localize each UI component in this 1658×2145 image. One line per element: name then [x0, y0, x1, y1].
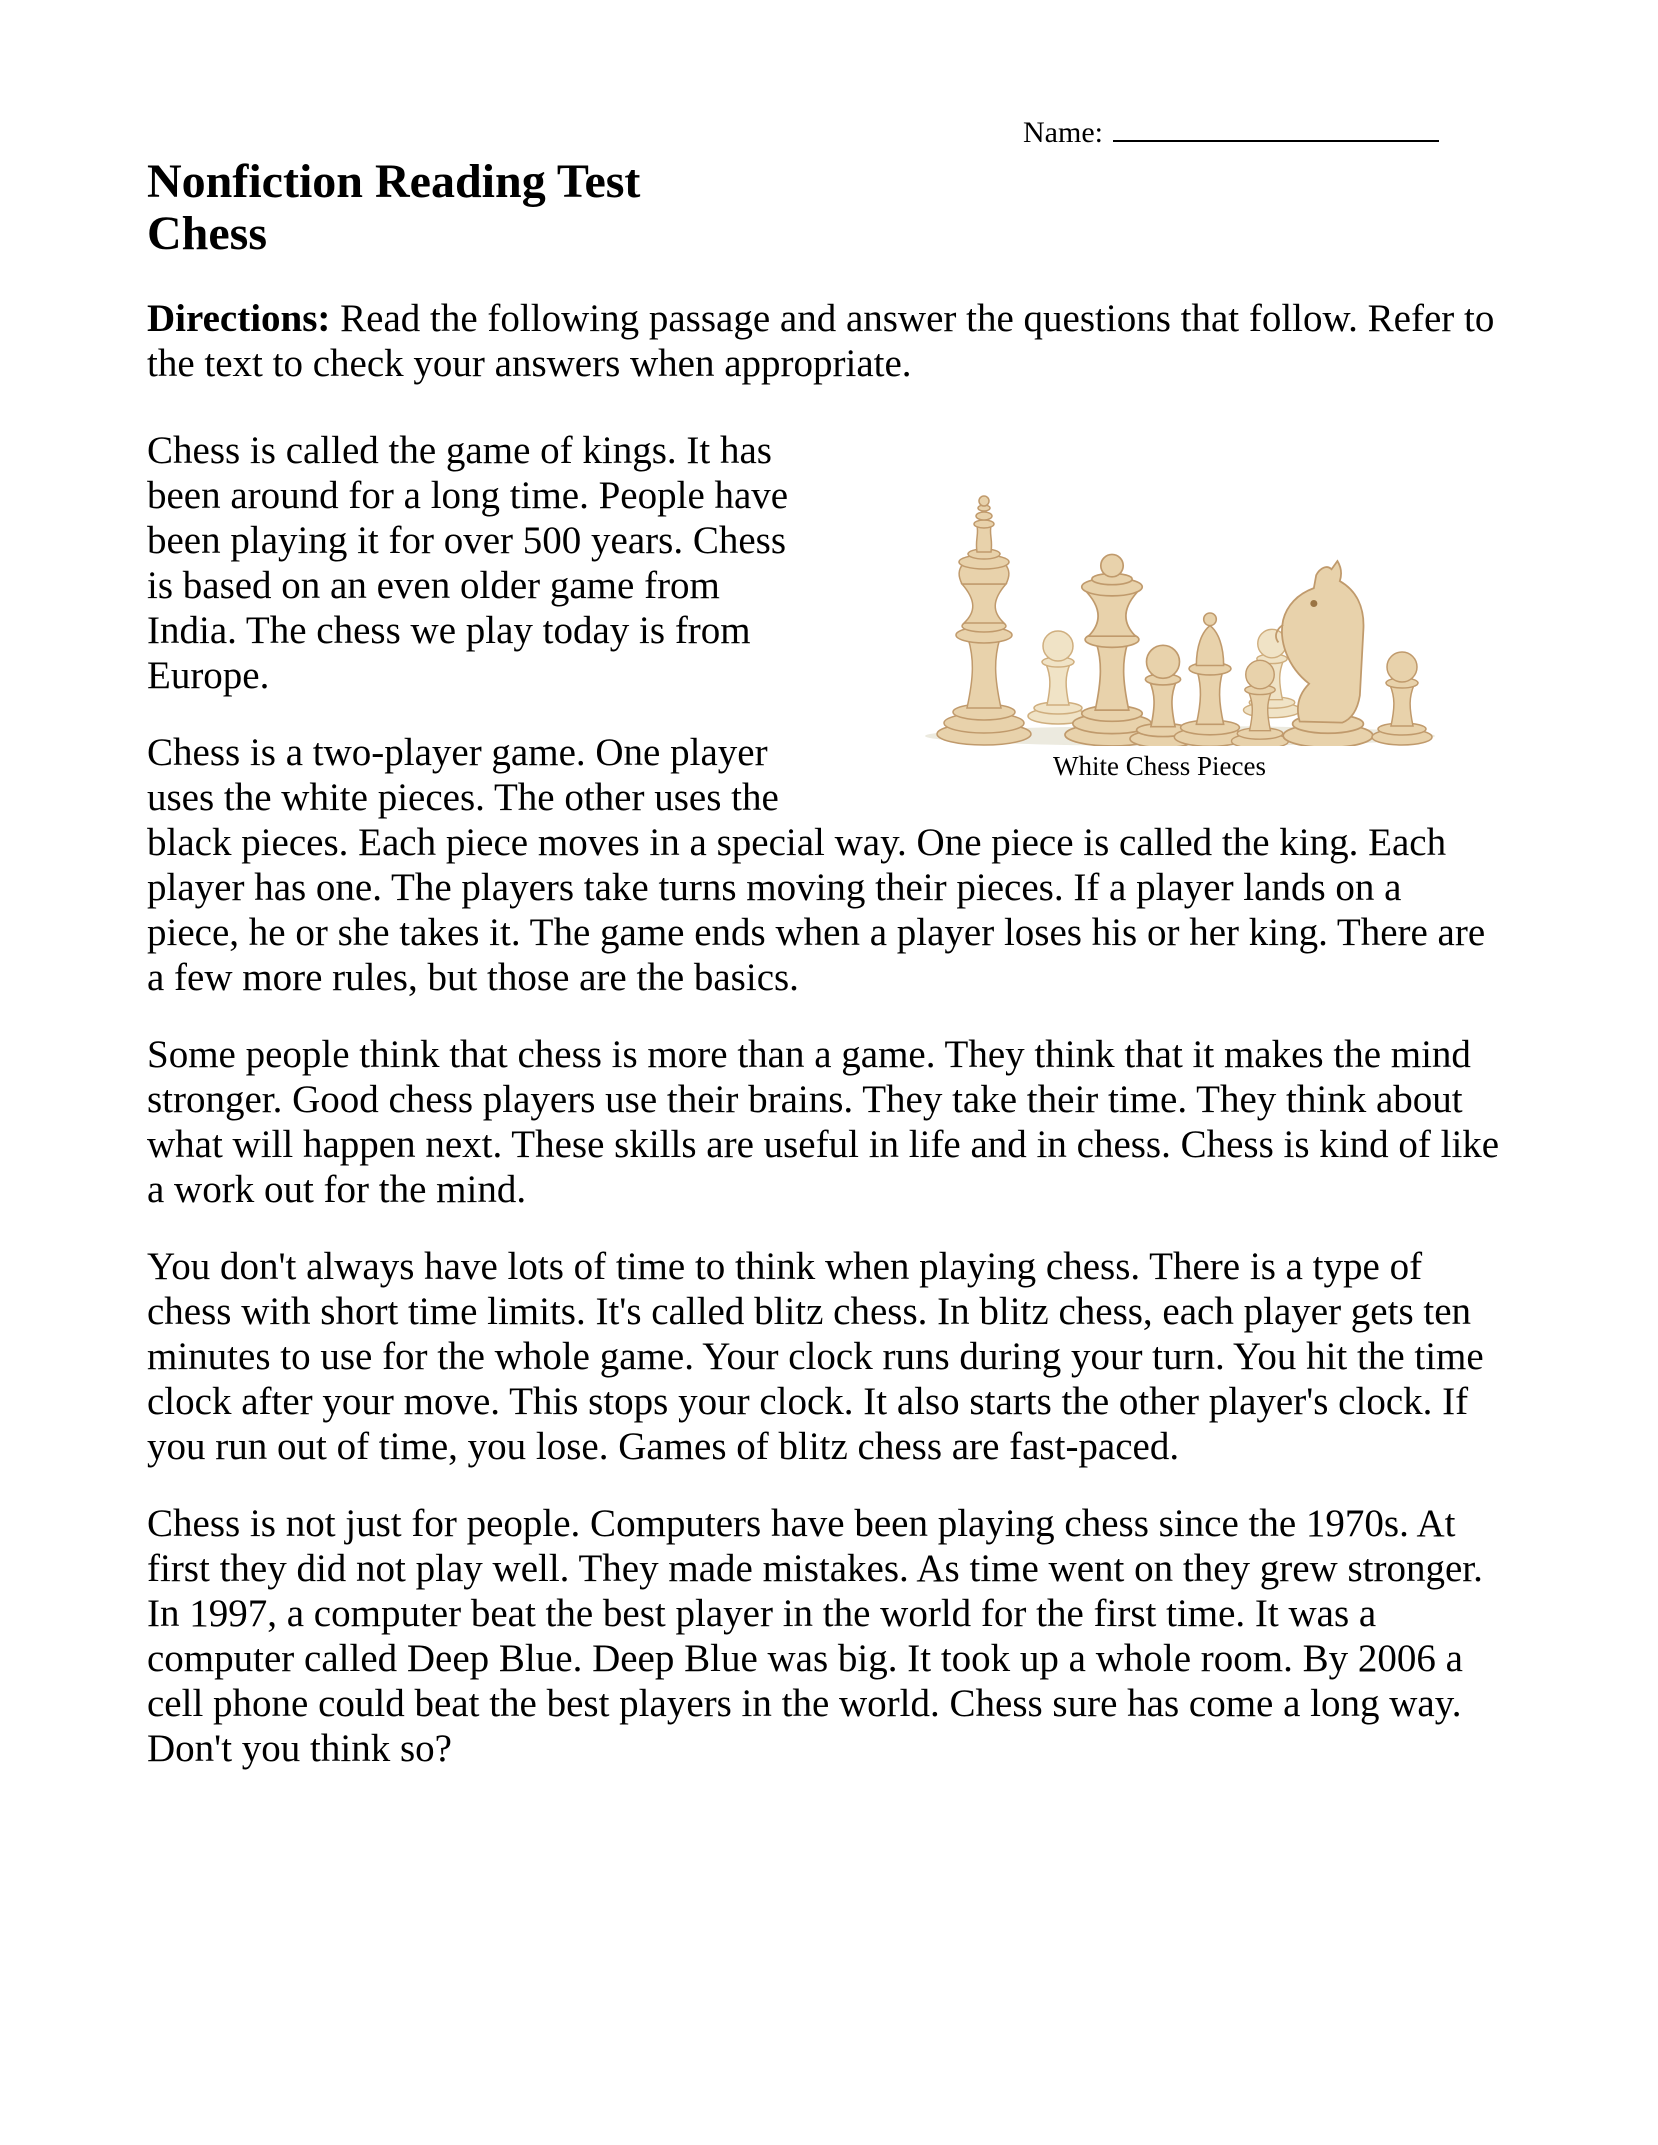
passage-paragraph-5: Chess is not just for people. Computers have been playing chess since the 1970s. At first they did not play well. They made mistakes. As time went on they grew stronger. In 1997, a computer beat the best player in the world for the first time. It was a computer called Deep Blue. Deep Blue was big. It took up a whole room. By 2006 a cell phone could beat the best players in the world. Chess sure has come a long way. Don't you think so?	[147, 1502, 1483, 1770]
reading-passage	[147, 428, 1502, 1771]
name-label: Name:	[1023, 116, 1103, 149]
passage-paragraph-4: You don't always have lots of time to think when playing chess. There is a type of chess with short time limits. It's called blitz chess. In blitz chess, each player gets ten minutes to use for the whole game. Your clock runs during your turn. You hit the time clock after your move. This stops your clock. It also starts the other player's clock. If you run out of time, you lose. Games of blitz chess are fast-paced.	[147, 1245, 1484, 1468]
knight-piece	[1275, 561, 1372, 746]
passage-paragraph-2: Chess is a two-player game. One player uses the white pieces. The other uses the black pieces. Each piece moves in a special way. One piece is called the king. Each player has one. The players take turns moving their pieces. If a player lands on a piece, he or she takes it. The game ends when a player loses his or her king. There are a few more rules, but those are the basics.	[147, 731, 1486, 999]
front-pieces-group	[937, 496, 1432, 746]
figure-caption: White Chess Pieces	[1053, 751, 1266, 781]
page-title	[147, 156, 1502, 260]
pawn-piece	[1028, 631, 1088, 724]
title-line-1: Nonfiction Reading Test	[147, 155, 641, 208]
name-row	[1023, 116, 1502, 150]
bishop-piece	[1174, 613, 1245, 746]
passage-paragraph-3: Some people think that chess is more than a game. They think that it makes the mind stronger. Good chess players use their brains. They take their time. They think about what will happen next. These skills are useful in life and in chess. Chess is kind of like a work out for the mind.	[147, 1033, 1500, 1211]
queen-piece	[1064, 554, 1158, 746]
directions-paragraph	[147, 296, 1502, 386]
name-blank-line	[1113, 140, 1439, 142]
king-piece	[937, 496, 1031, 745]
chess-pieces-image	[880, 446, 1440, 746]
pawn-piece	[1372, 652, 1432, 745]
white-chess-pieces-figure	[817, 446, 1502, 782]
title-line-2: Chess	[147, 207, 268, 260]
passage-paragraph-1: Chess is called the game of kings. It has been around for a long time. People have been playing it for over 500 years. Chess is based on an even older game from India. The chess we play today is from Europe.	[147, 429, 789, 697]
directions-label: Directions:	[147, 297, 331, 340]
directions-text: Read the following passage and answer the questions that follow. Refer to the text to check your answers when appropriate.	[147, 297, 1495, 385]
